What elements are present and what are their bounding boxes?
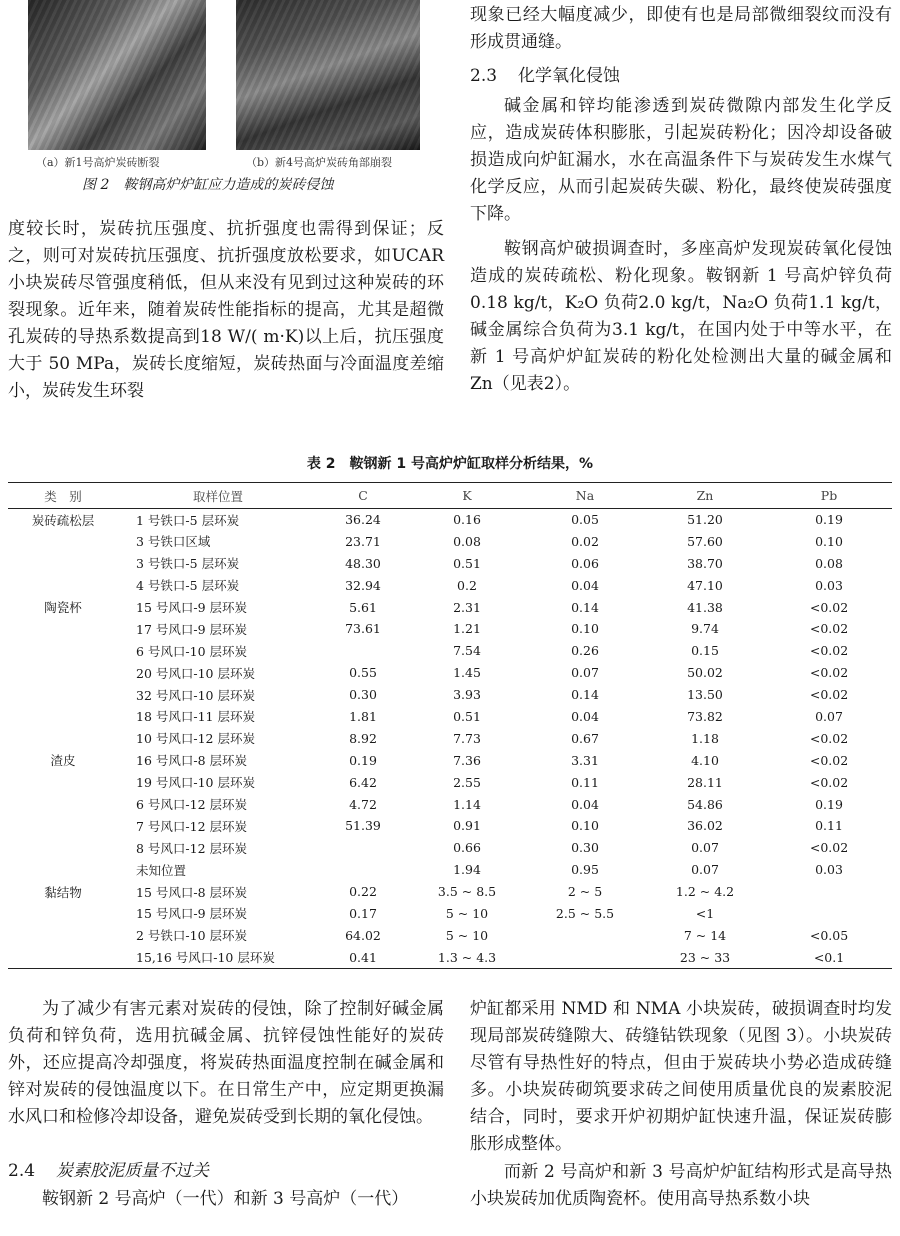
col-zn-cell: 73.82 <box>687 708 723 724</box>
table-row <box>8 903 892 925</box>
col-na-cell: 0.14 <box>571 687 599 703</box>
col-na-cell: 0.95 <box>571 862 599 878</box>
col-k-cell: 0.51 <box>453 708 481 724</box>
col-na-cell: 0.06 <box>571 555 599 571</box>
table-row <box>8 837 892 859</box>
bottom-right-paragraph-2: 而新 2 号高炉和新 3 号高炉炉缸结构形式是高导热小块炭砖加优质陶瓷杯。使用高导热系数小块 <box>470 1162 892 1209</box>
col-k-cell: 1.21 <box>453 621 481 637</box>
col-zn-cell: 51.20 <box>687 512 723 528</box>
col-k-cell: 1.94 <box>453 862 481 878</box>
col-zn-cell: 4.10 <box>691 752 719 768</box>
table-row <box>8 771 892 793</box>
col-na-cell: 0.14 <box>571 599 599 615</box>
col-k-cell: 7.73 <box>453 730 481 746</box>
col-c-cell: 0.17 <box>349 905 377 921</box>
col-position-cell: 15 号风口-9 层环炭 <box>136 600 248 615</box>
col-zn-cell: 7 ~ 14 <box>683 927 727 943</box>
col-na-cell: 3.31 <box>571 752 599 768</box>
col-category-cell <box>8 924 118 946</box>
table-row <box>8 684 892 706</box>
top-left-paragraph: 度较长时，炭砖抗压强度、抗折强度也需得到保证；反之，则可对炭砖抗压强度、抗折强度放松要求，如UCAR 小块炭砖尽管强度稍低，但从来没有见到过这种炭砖的环裂现象。近年来，随着炭砖性能指标的提高，尤其是超微孔炭砖的导热系数提高到18 W/( m·K)以上后，抗压强度大于 50 MPa，炭砖长度缩短，炭砖热面与冷面温度差缩小，炭砖发生环裂 <box>8 219 444 401</box>
table-row <box>8 662 892 684</box>
col-pb-cell: <0.02 <box>809 774 849 790</box>
col-k-cell: 0.08 <box>453 533 481 549</box>
col-zn-cell: 0.07 <box>691 862 719 878</box>
table-row <box>8 596 892 618</box>
col-pb-cell: 0.07 <box>815 708 843 724</box>
col-position-cell: 32 号风口-10 层环炭 <box>136 687 255 703</box>
col-position-cell: 3 号铁口区域 <box>136 534 211 550</box>
col-c-cell: 0.55 <box>349 665 377 681</box>
col-category-cell <box>8 837 118 859</box>
col-na-cell: 2 ~ 5 <box>567 884 603 900</box>
col-k-cell: 1.3 ~ 4.3 <box>408 946 526 968</box>
col-pb-header: Pb <box>766 483 892 509</box>
col-zn-cell: 23 ~ 33 <box>644 946 766 968</box>
col-position-cell: 7 号风口-12 层环炭 <box>136 818 248 834</box>
figure-2 <box>14 0 444 198</box>
col-zn-cell: 0.07 <box>691 840 719 856</box>
col-zn-cell: 28.11 <box>687 774 723 790</box>
col-k-cell: 3.93 <box>453 687 481 703</box>
subcaption-b: （b）新4号高炉炭砖角部崩裂 <box>246 156 393 169</box>
col-pb-cell: <0.02 <box>809 730 849 746</box>
col-k-cell: 0.51 <box>453 555 481 571</box>
col-pb-cell: 0.08 <box>815 555 843 571</box>
col-c-cell: 36.24 <box>345 512 381 528</box>
photo-carbon-brick-fracture <box>28 0 206 150</box>
col-k-cell: 0.66 <box>453 840 481 856</box>
col-c-cell: 8.92 <box>349 730 377 746</box>
col-na-cell <box>526 946 644 968</box>
col-k-cell: 0.16 <box>453 512 481 528</box>
col-na-cell: 0.04 <box>571 708 599 724</box>
col-position-cell: 15 号风口-8 层环炭 <box>136 884 248 900</box>
col-zn-header: Zn <box>644 483 766 509</box>
col-na-cell: 0.67 <box>571 730 599 746</box>
col-k-cell: 2.55 <box>453 774 481 790</box>
col-position-cell: 2 号铁口-10 层环炭 <box>136 928 248 944</box>
section-2-4-heading <box>8 1158 444 1185</box>
table-body <box>8 509 892 969</box>
table-2-title: 表 2 鞍钢新 1 号高炉炉缸取样分析结果，% <box>306 456 594 472</box>
col-pb-cell: <0.02 <box>809 665 849 681</box>
col-category-cell <box>8 684 118 706</box>
bottom-left-paragraph-1: 为了减少有害元素对炭砖的侵蚀，除了控制好碱金属负荷和锌负荷，选用抗碱金属、抗锌侵蚀性能好的炭砖外，还应提高冷却强度，将炭砖热面温度控制在碱金属和锌对炭砖的侵蚀温度以下。在日常生产中，应定期更换漏水风口和检修冷却设备，避免炭砖受到长期的氧化侵蚀。 <box>8 999 444 1127</box>
col-category-cell <box>8 771 118 793</box>
col-na-cell: 2.5 ~ 5.5 <box>555 905 615 921</box>
col-position-cell: 8 号风口-12 层环炭 <box>136 840 248 856</box>
col-c-cell: 5.61 <box>349 599 377 615</box>
col-category-cell <box>8 530 118 552</box>
col-position-cell: 4 号铁口-5 层环炭 <box>136 578 240 594</box>
col-pb-cell: 0.11 <box>815 818 843 834</box>
col-c-cell: 73.61 <box>345 621 381 637</box>
col-c-cell: 64.02 <box>345 927 381 943</box>
col-c-cell: 32.94 <box>345 577 381 593</box>
table-row <box>8 881 892 903</box>
col-na-cell: 0.10 <box>571 621 599 637</box>
col-c-cell <box>318 837 408 859</box>
table-row <box>8 946 892 968</box>
col-k-cell: 5 ~ 10 <box>445 905 489 921</box>
section-number: 2.4 <box>8 1161 36 1181</box>
col-pb-cell: 0.03 <box>815 862 843 878</box>
col-pb-cell: <0.1 <box>766 946 892 968</box>
section-number: 2.3 <box>470 66 498 86</box>
col-pb-cell: <0.02 <box>809 599 849 615</box>
col-na-cell: 0.04 <box>571 796 599 812</box>
col-position-cell: 1 号铁口-5 层环炭 <box>136 512 240 528</box>
col-category-header: 类 别 <box>8 483 118 509</box>
col-na-cell: 0.11 <box>571 774 599 790</box>
bottom-left-paragraph-2: 鞍钢新 2 号高炉（一代）和新 3 号高炉（一代） <box>42 1189 409 1209</box>
col-c-cell: 6.42 <box>349 774 377 790</box>
col-category-cell <box>8 662 118 684</box>
col-position-header: 取样位置 <box>118 483 318 509</box>
col-zn-cell: 36.02 <box>687 818 723 834</box>
col-na-cell: 0.05 <box>571 512 599 528</box>
col-c-cell: 51.39 <box>345 818 381 834</box>
col-pb-cell: 0.19 <box>815 796 843 812</box>
col-pb-cell: <0.05 <box>809 927 849 943</box>
col-category-cell <box>8 793 118 815</box>
col-c-cell: 1.81 <box>349 708 377 724</box>
table-row <box>8 924 892 946</box>
col-category-cell <box>8 903 118 925</box>
col-zn-cell: 1.18 <box>691 730 719 746</box>
col-category-cell: 渣皮 <box>50 753 76 769</box>
col-na-cell: 0.10 <box>571 818 599 834</box>
top-right-continuation: 现象已经大幅度减少，即使有也是局部微细裂纹而没有形成贯通缝。 <box>470 5 892 52</box>
col-pb-cell <box>766 881 892 903</box>
col-k-cell: 7.54 <box>453 643 481 659</box>
col-category-cell <box>8 618 118 640</box>
col-pb-cell: 0.10 <box>815 533 843 549</box>
table-row <box>8 859 892 881</box>
col-zn-cell: 1.2 ~ 4.2 <box>675 884 735 900</box>
section-2-3-heading <box>470 63 892 90</box>
col-position-cell: 16 号风口-8 层环炭 <box>136 753 248 769</box>
col-category-cell <box>8 815 118 837</box>
table-row <box>8 509 892 531</box>
col-zn-cell: 41.38 <box>687 599 723 615</box>
col-c-cell: 4.72 <box>349 796 377 812</box>
col-pb-cell: 0.03 <box>815 577 843 593</box>
photo-carbon-brick-corner-spalling <box>236 0 420 150</box>
col-na-cell <box>526 924 644 946</box>
col-pb-cell: <0.02 <box>809 840 849 856</box>
table-row <box>8 574 892 596</box>
col-position-cell: 10 号风口-12 层环炭 <box>136 731 255 747</box>
col-pb-cell <box>766 903 892 925</box>
table-row <box>8 727 892 749</box>
col-category-cell: 炭砖疏松层 <box>31 512 95 528</box>
col-zn-cell: 47.10 <box>687 577 723 593</box>
table-row <box>8 706 892 728</box>
col-na-cell: 0.30 <box>571 840 599 856</box>
col-k-cell: 0.91 <box>453 818 481 834</box>
table-row <box>8 552 892 574</box>
col-category-cell <box>8 859 118 881</box>
col-c-cell: 48.30 <box>345 555 381 571</box>
col-category-cell <box>8 640 118 662</box>
col-na-cell: 0.04 <box>571 577 599 593</box>
col-zn-cell: 9.74 <box>691 621 719 637</box>
col-zn-cell: 54.86 <box>687 796 723 812</box>
col-category-cell <box>8 574 118 596</box>
col-k-cell: 0.2 <box>457 577 477 593</box>
col-category-cell <box>8 727 118 749</box>
subcaption-a: （a）新1号高炉炭砖断裂 <box>36 156 160 169</box>
col-na-cell: 0.26 <box>571 643 599 659</box>
col-position-cell: 15,16 号风口-10 层环炭 <box>118 946 318 968</box>
col-zn-cell: 13.50 <box>687 687 723 703</box>
col-position-cell: 19 号风口-10 层环炭 <box>136 775 255 791</box>
col-c-cell: 0.30 <box>349 687 377 703</box>
col-c-cell: 0.19 <box>349 752 377 768</box>
col-k-cell: 2.31 <box>453 599 481 615</box>
col-c-cell: 0.22 <box>349 884 377 900</box>
section-2-3-paragraph-2: 鞍钢高炉破损调查时，多座高炉发现炭砖氧化侵蚀造成的炭砖疏松、粉化现象。鞍钢新 1 号高炉锌负荷0.18 kg/t，K₂O 负荷2.0 kg/t，Na₂O 负荷1.1 kg/t，碱金属综合负荷为3.1 kg/t，在国内处于中等水平，在新 1 号高炉炉缸炭砖的粉化处检测出大量的碱金属和 Zn（见表2）。 <box>470 239 892 394</box>
col-position-cell: 6 号风口-10 层环炭 <box>136 643 248 659</box>
col-pb-cell: <0.02 <box>809 687 849 703</box>
col-c-cell <box>318 859 408 881</box>
figure-title: 图 2 鞍钢高炉炉缸应力造成的炭砖侵蚀 <box>82 177 334 193</box>
col-position-cell: 6 号风口-12 层环炭 <box>136 797 248 813</box>
col-k-cell: 1.45 <box>453 665 481 681</box>
section-title: 炭素胶泥质量不过关 <box>56 1161 209 1181</box>
col-pb-cell: <0.02 <box>809 621 849 637</box>
table-row <box>8 618 892 640</box>
col-zn-cell: 57.60 <box>687 533 723 549</box>
table-row <box>8 530 892 552</box>
col-k-header: K <box>408 483 526 509</box>
col-position-cell: 未知位置 <box>136 862 187 878</box>
col-category-cell: 黏结物 <box>44 884 82 900</box>
col-position-cell: 18 号风口-11 层环炭 <box>136 709 255 725</box>
bottom-right-paragraph-1: 炉缸都采用 NMD 和 NMA 小块炭砖，破损调查时均发现局部炭砖缝隙大、砖缝钻铁现象（见图 3）。小块炭砖尽管有导热性好的特点，但由于炭砖块小势必造成砖缝多。小块炭砖砌筑要求砖之间使用质量优良的炭素胶泥结合，同时，要求开炉初期炉缸快速升温，保证炭砖膨胀形成整体。 <box>470 999 892 1154</box>
col-k-cell: 3.5 ~ 8.5 <box>437 884 497 900</box>
col-pb-cell: <0.02 <box>809 752 849 768</box>
table-row <box>8 749 892 771</box>
col-category-cell <box>8 946 118 968</box>
col-k-cell: 5 ~ 10 <box>445 927 489 943</box>
col-na-cell: 0.02 <box>571 533 599 549</box>
col-zn-cell: 0.15 <box>691 643 719 659</box>
col-k-cell: 7.36 <box>453 752 481 768</box>
col-pb-cell: <0.02 <box>809 643 849 659</box>
col-k-cell: 1.14 <box>453 796 481 812</box>
col-category-cell: 陶瓷杯 <box>44 600 82 615</box>
table-row <box>8 793 892 815</box>
col-c-cell <box>318 640 408 662</box>
table-row <box>8 815 892 837</box>
col-c-header: C <box>318 483 408 509</box>
section-title: 化学氧化侵蚀 <box>518 66 620 86</box>
col-position-cell: 15 号风口-9 层环炭 <box>136 906 248 922</box>
table-2 <box>8 482 892 969</box>
col-pb-cell: 0.19 <box>815 512 843 528</box>
col-na-header: Na <box>526 483 644 509</box>
table-row <box>8 640 892 662</box>
col-position-cell: 17 号风口-9 层环炭 <box>136 621 248 637</box>
section-2-3-paragraph-1: 碱金属和锌均能渗透到炭砖微隙内部发生化学反应，造成炭砖体积膨胀，引起炭砖粉化；因冷却设备破损造成向炉缸漏水，水在高温条件下与炭砖发生水煤气化学反应，从而引起炭砖失碳、粉化，最终使炭砖强度下降。 <box>470 96 892 224</box>
col-zn-cell: <1 <box>695 905 715 921</box>
col-category-cell <box>8 552 118 574</box>
table-header-row <box>8 483 892 509</box>
col-zn-cell: 38.70 <box>687 555 723 571</box>
col-position-cell: 20 号风口-10 层环炭 <box>136 665 255 681</box>
col-c-cell: 23.71 <box>345 533 381 549</box>
col-c-cell: 0.41 <box>318 946 408 968</box>
col-category-cell <box>8 706 118 728</box>
col-na-cell: 0.07 <box>571 665 599 681</box>
col-zn-cell: 50.02 <box>687 665 723 681</box>
col-position-cell: 3 号铁口-5 层环炭 <box>136 556 240 572</box>
